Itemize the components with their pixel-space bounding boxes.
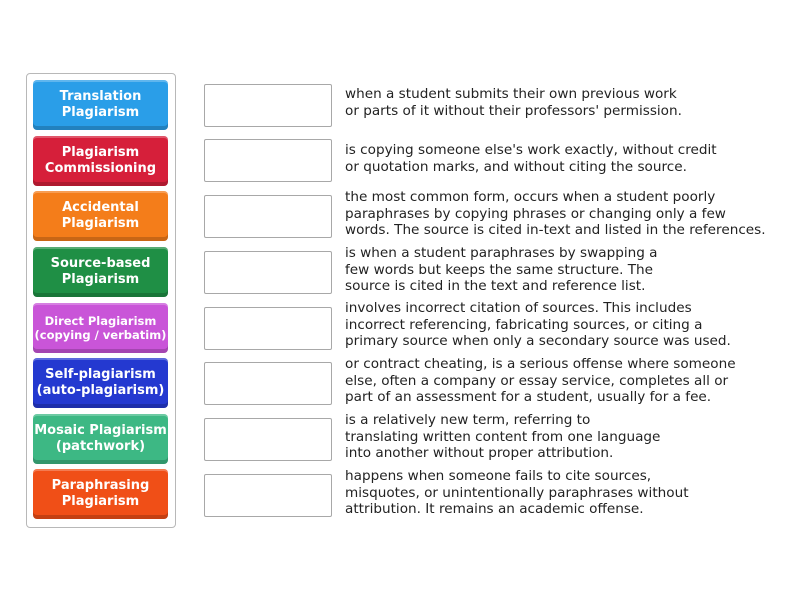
definition-text: when a student submits their own previous work or parts of it without their professors' permission. — [345, 86, 682, 119]
definition-text: is when a student paraphrases by swapping a few words but keeps the same structure. The source is cited in the text and reference list. — [345, 245, 658, 294]
definition-text: is copying someone else's work exactly, without credit or quotation marks, and without citing the source. — [345, 142, 717, 175]
definition-text: is a relatively new term, referring to translating written content from one language into another without proper attribution. — [345, 412, 661, 461]
draggable-tile[interactable]: Plagiarism Commissioning — [33, 136, 168, 186]
drop-target-box[interactable] — [204, 474, 332, 517]
draggable-tile[interactable]: Source-based Plagiarism — [33, 247, 168, 297]
definition-text: involves incorrect citation of sources. This includes incorrect referencing, fabricating sources, or citing a primary source when only a secondary source was used. — [345, 300, 731, 349]
drop-target-box[interactable] — [204, 251, 332, 294]
draggable-tile[interactable]: Direct Plagiarism (copying / verbatim) — [33, 303, 168, 353]
definition-text: or contract cheating, is a serious offense where someone else, often a company or essay service, completes all or part of an assessment for a student, usually for a fee. — [345, 356, 736, 405]
drop-target-box[interactable] — [204, 84, 332, 127]
draggable-tile[interactable]: Paraphrasing Plagiarism — [33, 469, 168, 519]
drop-target-box[interactable] — [204, 307, 332, 350]
definition-text: happens when someone fails to cite sources, misquotes, or unintentionally paraphrases without attribution. It remains an academic offense. — [345, 468, 689, 517]
drop-target-box[interactable] — [204, 418, 332, 461]
drop-target-box[interactable] — [204, 139, 332, 182]
drop-target-box[interactable] — [204, 195, 332, 238]
definition-text: the most common form, occurs when a student poorly paraphrases by copying phrases or changing only a few words. The source is cited in-text and listed in the references. — [345, 189, 766, 238]
draggable-tile[interactable]: Self-plagiarism (auto-plagiarism) — [33, 358, 168, 408]
drop-target-box[interactable] — [204, 362, 332, 405]
draggable-tile[interactable]: Accidental Plagiarism — [33, 191, 168, 241]
draggable-tile[interactable]: Mosaic Plagiarism (patchwork) — [33, 414, 168, 464]
draggable-tile[interactable]: Translation Plagiarism — [33, 80, 168, 130]
